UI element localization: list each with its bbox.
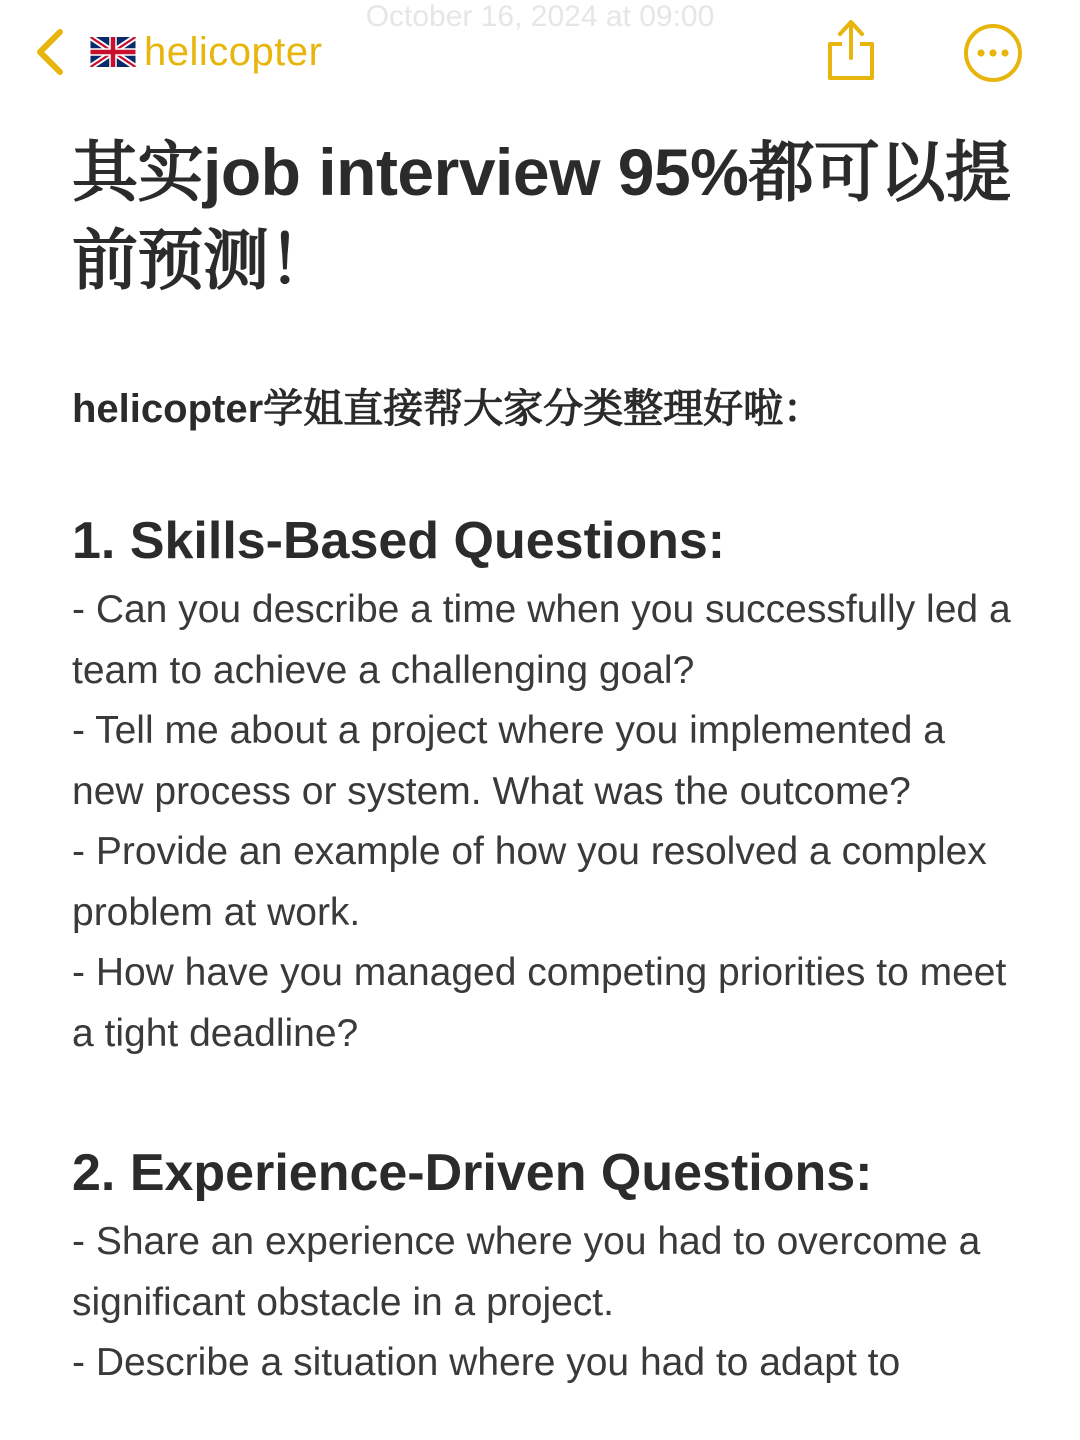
uk-flag-icon <box>90 37 136 67</box>
section-experience-driven <box>72 1140 1012 1394</box>
note-title: 其实job interview 95%都可以提前预测！ <box>72 135 1011 297</box>
note-date: October 16, 2024 at 09:00 <box>365 0 715 33</box>
question-item: - Describe a situation where you had to adapt to <box>72 1341 901 1384</box>
section-skills-based <box>72 508 1012 1064</box>
question-item: - Provide an example of how you resolved a complex problem at work. <box>72 830 987 934</box>
back-button[interactable] <box>30 22 322 82</box>
ellipsis-circle-icon[interactable] <box>962 22 1024 84</box>
navigation-bar <box>0 0 1080 110</box>
question-item: - Tell me about a project where you implemented a new process or system. What was the outcome? <box>72 709 945 813</box>
question-item: - Share an experience where you had to overcome a significant obstacle in a project. <box>72 1220 981 1324</box>
question-item: - Can you describe a time when you successfully led a team to achieve a challenging goal? <box>72 588 1011 692</box>
share-icon[interactable] <box>822 14 880 84</box>
section-heading: 1. Skills-Based Questions: <box>72 512 726 570</box>
question-item: - How have you managed competing priorities to meet a tight deadline? <box>72 951 1007 1055</box>
chevron-left-icon <box>30 24 74 80</box>
note-intro: helicopter学姐直接帮大家分类整理好啦： <box>72 387 824 431</box>
section-heading: 2. Experience-Driven Questions: <box>72 1144 873 1202</box>
back-label: helicopter <box>144 29 323 74</box>
note-body[interactable] <box>72 120 1012 1394</box>
